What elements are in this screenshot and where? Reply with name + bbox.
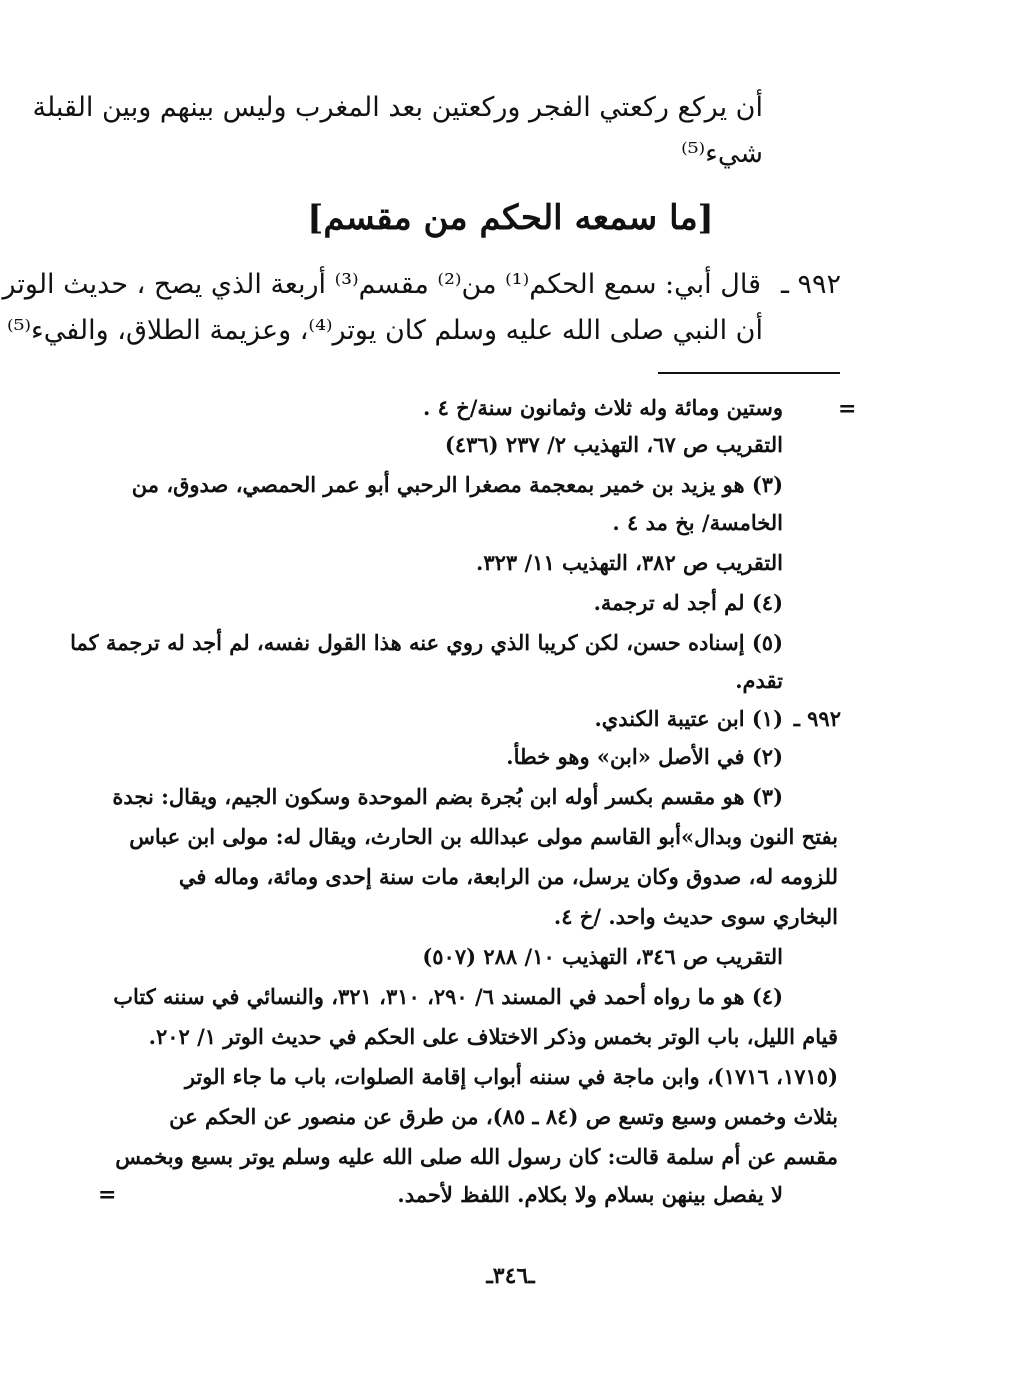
footnote-line: (١٧١٥، ١٧١٦)، وابن ماجة في سننه أبواب إقامة الصلوات، باب ما جاء الوتر	[184, 1064, 838, 1089]
text-line: شيء⁽⁵⁾	[681, 138, 763, 169]
continuation-mark: =	[838, 396, 857, 422]
footnote-line: للزومه له، صدوق وكان يرسل، من الرابعة، مات سنة إحدى ومائة، وماله في	[178, 864, 838, 889]
footnote-line: البخاري سوى حديث واحد. /خ ٤.	[553, 904, 838, 929]
page-number: ـ٣٤٦ـ	[486, 1263, 535, 1289]
text-line: أن يركع ركعتي الفجر وركعتين بعد المغرب وليس بينهم وبين القبلة	[32, 92, 763, 123]
footnote-line: التقريب ص ٣٨٢، التهذيب ١١/ ٣٢٣.	[476, 550, 783, 575]
footnote-line: بفتح النون وبدال»أبو القاسم مولى عبدالله بن الحارث، ويقال له: مولى ابن عباس	[129, 824, 838, 849]
footnote-line: (١) ابن عتيبة الكندي.	[594, 706, 783, 731]
footnote-line: (٢) في الأصل «ابن» وهو خطأ.	[506, 744, 783, 769]
footnote-line: (٣) هو مقسم بكسر أوله ابن بُجرة بضم الموحدة وسكون الجيم، ويقال: نجدة	[112, 784, 783, 809]
footnote-line: قيام الليل، باب الوتر بخمس وذكر الاختلاف على الحكم في حديث الوتر ١/ ٢٠٢.	[148, 1024, 838, 1049]
footnote-line: لا يفصل بينهن بسلام ولا بكلام. اللفظ لأحمد.	[397, 1182, 783, 1207]
text-line: قال أبي: سمع الحكم⁽¹⁾ من⁽²⁾ مقسم⁽³⁾ أربعة الذي يصح ، حديث الوتر	[2, 269, 761, 300]
footnote-line: (٤) لم أجد له ترجمة.	[593, 590, 783, 615]
footnote-line: الخامسة/ بخ مد ٤ .	[612, 510, 783, 535]
footnote-line: (٥) إسناده حسن، لكن كريبا الذي روي عنه هذا القول نفسه، لم أجد له ترجمة كما	[70, 630, 783, 655]
footnote-separator	[658, 372, 840, 374]
continuation-mark: =	[98, 1182, 117, 1208]
footnote-line: وستين ومائة وله ثلاث وثمانون سنة/خ ٤ .	[422, 395, 783, 420]
footnote-line: بثلاث وخمس وسبع وتسع ص (٨٤ ـ ٨٥)، من طرق عن منصور عن الحكم عن	[169, 1104, 838, 1129]
footnote-line: (٣) هو يزيد بن خمير بمعجمة مصغرا الرحبي أبو عمر الحمصي، صدوق، من	[131, 472, 783, 497]
footnote-entry-number: ٩٩٢ ـ	[793, 706, 841, 731]
footnote-line: مقسم عن أم سلمة قالت: كان رسول الله صلى الله عليه وسلم يوتر بسبع وبخمس	[115, 1144, 838, 1169]
footnote-line: التقريب ص ٦٧، التهذيب ٢/ ٢٣٧ (٤٣٦)	[444, 432, 783, 457]
footnote-line: التقريب ص ٣٤٦، التهذيب ١٠/ ٢٨٨ (٥٠٧)	[422, 944, 783, 969]
footnote-line: (٤) هو ما رواه أحمد في المسند ٦/ ٢٩٠، ٣١٠، ٣٢١، والنسائي في سننه كتاب	[113, 984, 783, 1009]
entry-number: ٩٩٢ ـ	[780, 269, 841, 300]
text-line: أن النبي صلى الله عليه وسلم كان يوتر⁽⁴⁾، وعزيمة الطلاق، والفيء⁽⁵⁾	[6, 315, 763, 346]
section-heading: [ما سمعه الحكم من مقسم]	[307, 198, 714, 238]
footnote-line: تقدم.	[735, 668, 783, 693]
